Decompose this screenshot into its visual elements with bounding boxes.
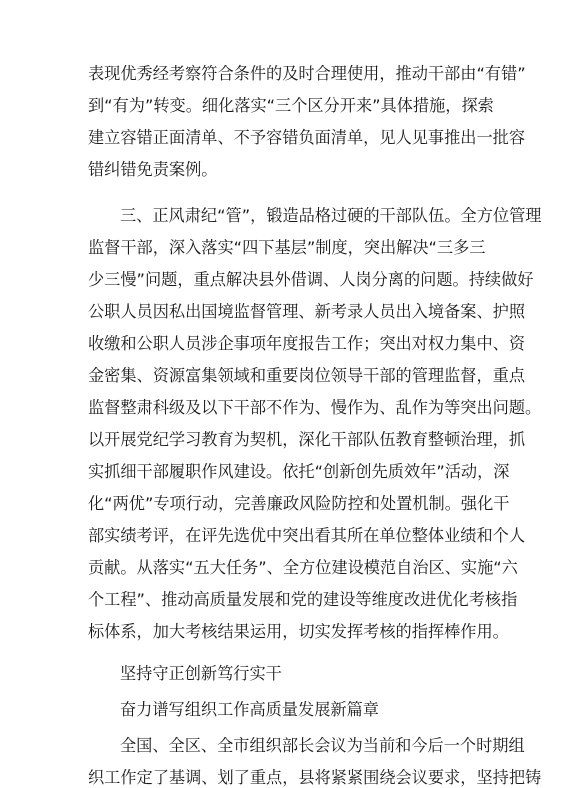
text-line: 表现优秀经考察符合条件的及时合理使用，推动干部由“有错” — [88, 64, 526, 83]
text-line: 织工作定了基调、划了重点，县将紧紧围绕会议要求，坚持把铸 — [88, 768, 542, 787]
text-line: 收缴和公职人员涉企事项年度报告工作；突出对权力集中、资 — [88, 334, 526, 353]
text-line: 标体系，加大考核结果运用，切实发挥考核的指挥棒作用。 — [88, 622, 509, 641]
text-line: 实抓细干部履职作风建设。依托“创新创先质效年”活动，深 — [88, 462, 510, 481]
text-line: 到“有为”转变。细化落实“三个区分开来”具体措施，探索 — [88, 96, 494, 115]
text-line: 监督整肃科级及以下干部不作为、慢作为、乱作为等突出问题。 — [88, 398, 542, 417]
text-line: 公职人员因私出国境监督管理、新考录人员出入境备案、护照 — [88, 302, 526, 321]
text-line: 化“两优”专项行动，完善廉政风险防控和处置机制。强化干 — [88, 494, 510, 513]
text-line: 少三慢”问题，重点解决县外借调、人岗分离的问题。持续做好 — [88, 270, 534, 289]
section-heading-line: 三、正风肃纪“管”，锻造品格过硬的干部队伍。全方位管理 — [120, 206, 542, 225]
subtitle-line: 坚持守正创新笃行实干 — [120, 664, 282, 683]
text-line: 以开展党纪学习教育为契机，深化干部队伍教育整顿治理，抓 — [88, 430, 526, 449]
text-line: 贡献。从落实“五大任务”、全方位建设模范自治区、实施“六 — [88, 558, 518, 577]
text-line: 个工程”、推动高质量发展和党的建设等维度改进优化考核指 — [88, 590, 518, 609]
text-line: 监督干部，深入落实“四下基层”制度，突出解决“三多三 — [88, 238, 486, 257]
text-line: 错纠错免责案例。 — [88, 160, 218, 179]
subtitle-line: 奋力谱写组织工作高质量发展新篇章 — [120, 700, 379, 719]
text-line: 全国、全区、全市组织部长会议为当前和今后一个时期组 — [120, 736, 525, 755]
text-line: 金密集、资源富集领域和重要岗位领导干部的管理监督，重点 — [88, 366, 526, 385]
text-line: 建立容错正面清单、不予容错负面清单，见人见事推出一批容 — [88, 128, 526, 147]
text-line: 部实绩考评，在评先选优中突出看其所在单位整体业绩和个人 — [88, 526, 526, 545]
